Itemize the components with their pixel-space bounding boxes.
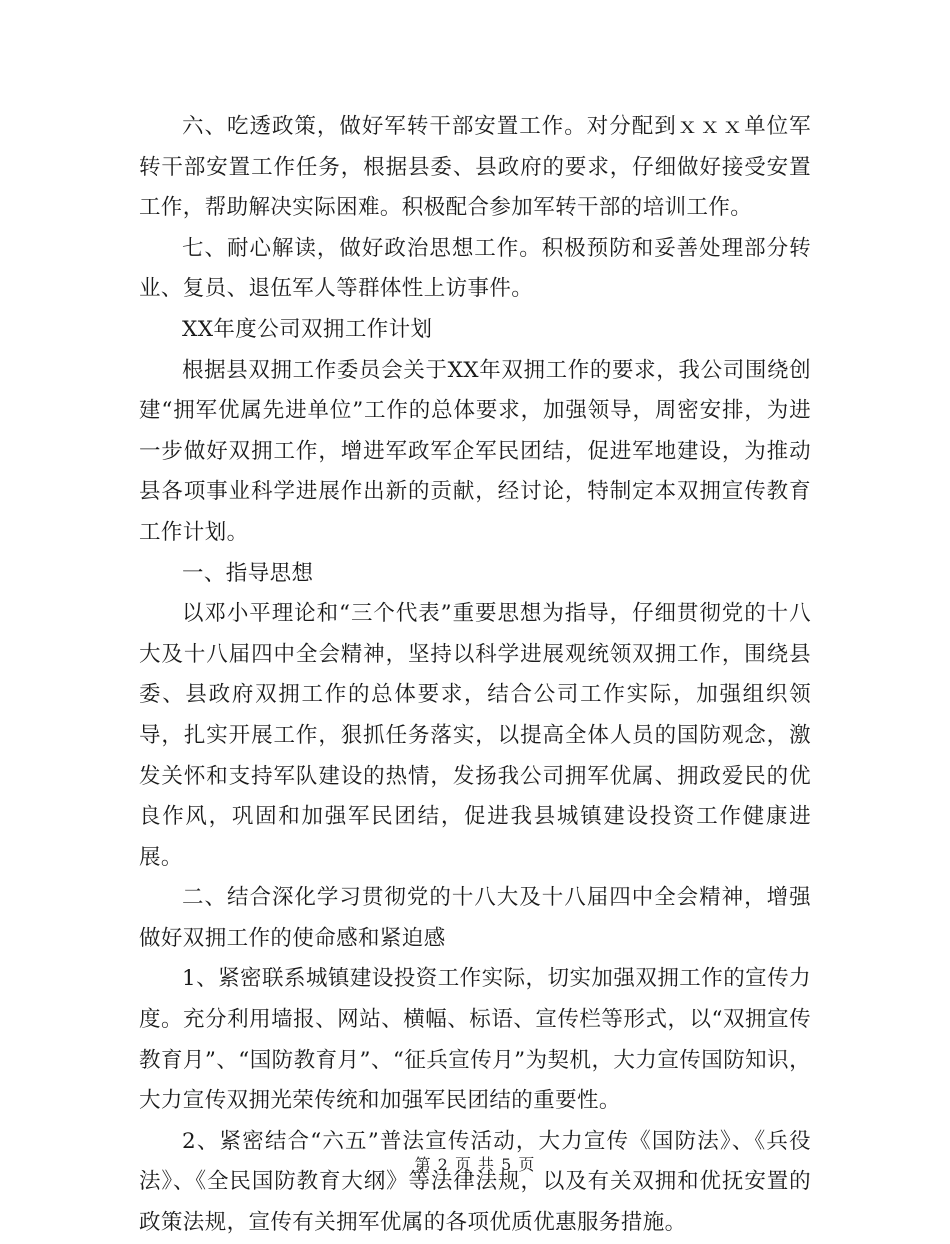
paragraph-item-one: 1、紧密联系城镇建设投资工作实际，切实加强双拥工作的宣传力度。充分利用墙报、网站、横幅、标语、宣传栏等形式，以“双拥宣传教育月”、“国防教育月”、“征兵宣传月”为契机，大力宣传国防知识，大力宣传双拥光荣传统和加强军民团结的重要性。 — [139, 966, 811, 1114]
paragraph-item-two: 2、紧密结合“六五”普法宣传活动，大力宣传《国防法》、《兵役法》、《全民国防教育大纲》等法律法规，以及有关双拥和优抚安置的政策法规，宣传有关拥军优属的各项优质优惠服务措施。 — [139, 1128, 811, 1236]
plan-title: XX年度公司双拥工作计划 — [182, 316, 433, 342]
paragraph-intro: 根据县双拥工作委员会关于XX年双拥工作的要求，我公司围绕创建“拥军优属先进单位”工作的总体要求，加强领导，周密安排，为进一步做好双拥工作，增进军政军企军民团结，促进军地建设，为推动县各项事业科学进展作出新的贡献，经讨论，特制定本双拥宣传教育工作计划。 — [139, 357, 811, 545]
heading-guiding-thought: 一、指导思想 — [182, 560, 314, 586]
paragraph-section-six: 六、吃透政策，做好军转干部安置工作。对分配到ｘｘｘ单位军转干部安置工作任务，根据县委、县政府的要求，仔细做好接受安置工作，帮助解决实际困难。积极配合参加军转干部的培训工作。 — [139, 114, 811, 221]
paragraph-section-seven: 七、耐心解读，做好政治思想工作。积极预防和妥善处理部分转业、复员、退伍军人等群体性上访事件。 — [139, 235, 811, 302]
page-number-footer: 第 2 页 共 5 页 — [414, 1155, 536, 1174]
paragraph-guiding-thought: 以邓小平理论和“三个代表”重要思想为指导，仔细贯彻党的十八大及十八届四中全会精神，坚持以科学进展观统领双拥工作，围绕县委、县政府双拥工作的总体要求，结合公司工作实际，加强组织领导，扎实开展工作，狠抓任务落实，以提高全体人员的国防观念，激发关怀和支持军队建设的热情，发扬我公司拥军优属、拥政爱民的优良作风，巩固和加强军民团结，促进我县城镇建设投资工作健康进展。 — [139, 601, 811, 870]
document-body — [139, 107, 811, 1244]
heading-section-two: 二、结合深化学习贯彻党的十八大及十八届四中全会精神，增强做好双拥工作的使命感和紧迫感 — [139, 885, 811, 951]
